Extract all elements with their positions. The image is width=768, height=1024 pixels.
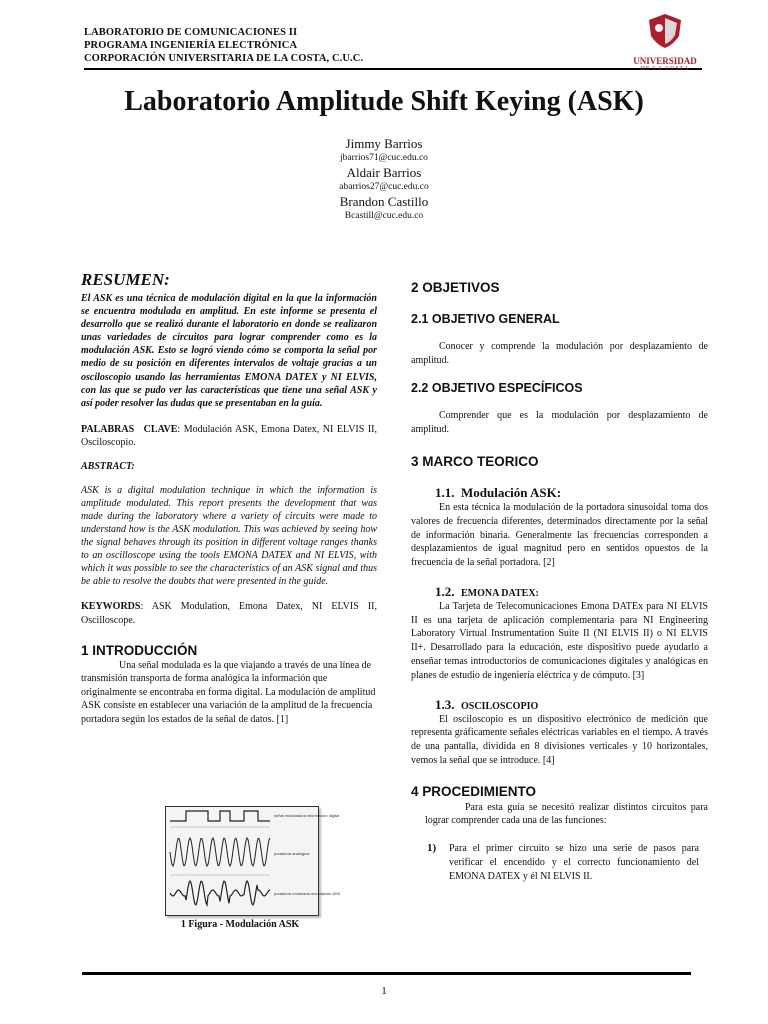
left-column (81, 270, 377, 727)
subsection-title: OSCILOSCOPIO (461, 700, 539, 712)
keywords-label: PALABRAS CLAVE (81, 423, 178, 435)
right-column (411, 280, 708, 883)
objetivos-especificos-heading: 2.2 OBJETIVO ESPECÍFICOS (411, 381, 583, 396)
university-logo (624, 12, 706, 74)
author-name: Aldair Barrios (346, 165, 422, 180)
procedure-item-number: 1) (427, 842, 437, 855)
marco-teorico-heading: 3 MARCO TEORICO (411, 454, 539, 470)
author-email: Bcastill@cuc.edu.co (344, 211, 424, 221)
ask-modulation-figure (165, 806, 341, 916)
modulacion-ask-body: En esta técnica la modulación de la portadora sinusoidal toma dos valores de frecuencia diferentes, determinados directamente por la señal de información binaria. Generalmente las frecuencias corresponden a desplazamientos de igual magnitud pero en sentidos opuestos de la frecuencia de la señal portadora. [2] (411, 502, 708, 569)
figure-caption: 1 Figura - Modulación ASK (180, 919, 300, 930)
procedure-item-body: Para el primer circuito se hizo una serie de pasos para verificar el encendido y el correcto funcionamiento del EMONA DATEX y él NI ELVIS II. (449, 843, 699, 882)
subsection-modulacion-ask (411, 485, 708, 501)
objetivo-general-heading: 2.1 OBJETIVO GENERAL (411, 312, 560, 326)
subsection-emona-datex (411, 584, 708, 600)
abstract-body: ASK is a digital modulation technique in which the information is amplitude modulated. This report presents the development that was made during the laboratory where a variety of circuits were made to understand how is the ASK modulation. This was achieved by seeing how the signal behaves through its position in different voltage ranges thanks to an oscilloscope using the tools EMONA DATEX and NI ELVIS, with which it was possible to see the characteristics of an ASK signal and thus be able to resolve the doubts that were presented in the guide. (81, 484, 377, 588)
objetivo-general-body: Conocer y comprende la modulación por desplazamiento de amplitud. (411, 341, 708, 366)
objetivos-especificos-body: Comprender que es la modulación por desplazamiento de amplitud. (411, 410, 708, 435)
keywords-en-list: : ASK Modulation, Emona Datex, NI ELVIS II, Oscilloscope. (81, 601, 377, 626)
logo-text: UNIVERSIDAD (633, 56, 697, 66)
author-name: Jimmy Barrios (345, 136, 423, 151)
header-line-3: CORPORACIÓN UNIVERSITARIA DE LA COSTA, C.U.C. (84, 53, 364, 64)
abstract-heading: ABSTRACT: (81, 461, 135, 473)
figure-label-1: señal moduladora información digital (274, 813, 340, 818)
subsection-title: EMONA DATEX: (461, 587, 539, 599)
logo-subtext: DE LA COSTA (640, 66, 690, 72)
emona-datex-body: La Tarjeta de Telecomunicaciones Emona DATEx para NI ELVIS II es una tarjeta de aplicación complementaria para NI Engineering Laboratory Virtual Instrumentation Suite II (NI ELVIS II) o NI ELVIS II+. Desarrollado para la educación, este dispositivo puede ayudarlo a enseñar temas introductorios de comunicaciones digitales y analógicas en planes de estudio de ingeniería eléctrica y de cómputo. [3] (411, 600, 708, 681)
header-line-2: PROGRAMA INGENIERÍA ELECTRÓNICA (84, 40, 298, 51)
subsection-title: Modulación ASK: (461, 485, 562, 501)
author-email: abarrios27@cuc.edu.co (339, 182, 429, 192)
resumen-body: El ASK es una técnica de modulación digital en la que la información se encuentra modulada en amplitud. En este informe se presenta el desarrollo que se realizó durante el laboratorio en donde se realizaron unas variedades de circuitos para lograr comprender como es la modulación ASK. Esto se logró viendo cómo se comporta la señal por medio de su posición en diferentes intervalos de voltaje gracias a un osciloscopio usando las herramientas EMONA DATEX y NI ELVIS, con las que se pudo ver las características que tiene una señal ASK y así poder resolver las dudas que se presentaban en la guía. (81, 293, 377, 409)
objetivos-heading: 2 OBJETIVOS (411, 280, 500, 295)
palabras-clave (81, 423, 377, 450)
header-divider (84, 68, 702, 70)
keywords-en (81, 600, 377, 627)
authors-block (0, 136, 768, 223)
procedimiento-body: Para esta guía se necesitó realizar distintos circuitos para lograr comprender cada una de las funciones: (425, 801, 708, 827)
osciloscopio-body: El osciloscopio es un dispositivo electrónico de medición que representa gráficamente señales eléctricas variables en el tiempo. A través de una pantalla, dividida en 8 divisiones verticales y 10 horizontales, vemos la señal que se introduce. [4] (411, 713, 708, 767)
subsection-number: 1.2. (435, 583, 455, 599)
shield-icon (645, 12, 685, 50)
figure-label-2: portadora analógica (274, 851, 310, 856)
author-email: jbarrios71@cuc.edu.co (340, 153, 428, 163)
procedimiento-heading: 4 PROCEDIMIENTO (411, 783, 537, 799)
subsection-osciloscopio (411, 697, 708, 713)
subsection-number: 1.3. (435, 696, 455, 712)
document-header (84, 26, 363, 65)
author-name: Brandon Castillo (339, 194, 429, 209)
procedure-item (411, 842, 708, 883)
intro-heading: 1 INTRODUCCIÓN (81, 642, 198, 658)
resumen-heading: RESUMEN: (81, 270, 170, 289)
intro-body: Una señal modulada es la que viajando a través de una línea de transmisión transporta de forma analógica la información que originalmente se encontraba en forma digital. La modulación de amplitud ASK consiste en establecer una variación de la amplitud de la frecuencia portadora según los estados de la señal de datos. [1] (81, 659, 376, 725)
figure-label-3: portadora modulada modulación ASK (274, 891, 341, 896)
page-number: 1 (381, 985, 387, 997)
subsection-number: 1.1. (435, 485, 455, 501)
keywords-list: : Modulación ASK, Emona Datex, NI ELVIS II, Osciloscopio. (81, 423, 377, 449)
ask-waveform-image (166, 807, 341, 915)
keywords-en-label: KEYWORDS (81, 601, 141, 613)
header-line-1: LABORATORIO DE COMUNICACIONES II (84, 27, 298, 38)
footer-divider (82, 972, 691, 975)
page-title: Laboratorio Amplitude Shift Keying (ASK) (124, 86, 644, 117)
